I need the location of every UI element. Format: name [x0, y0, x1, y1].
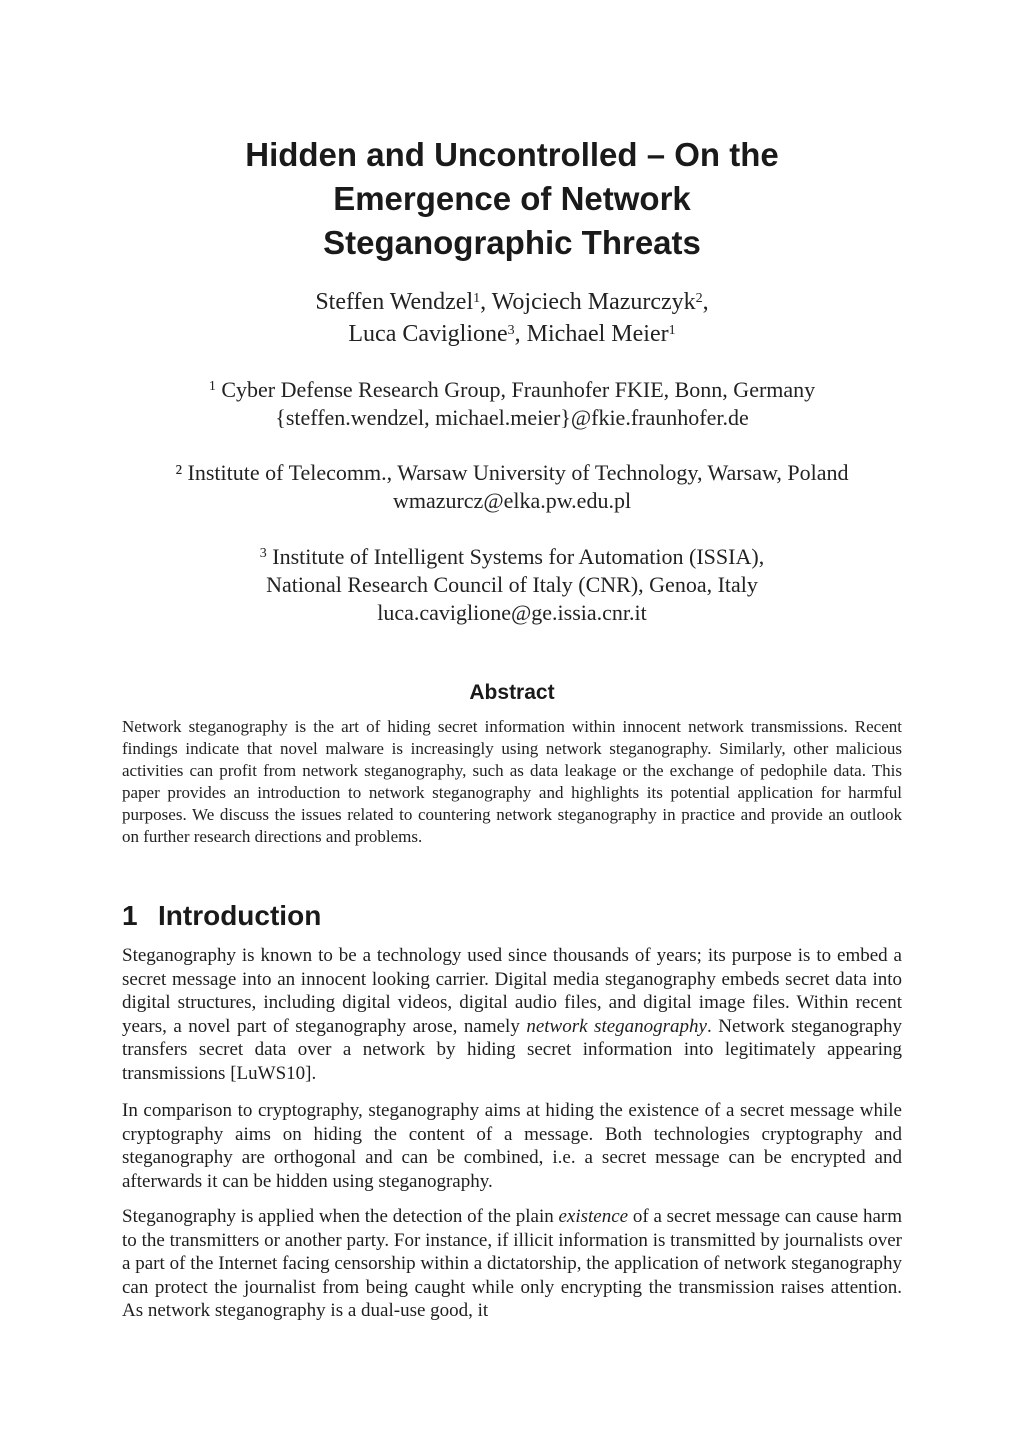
- author-affil-mark: 3: [507, 323, 515, 338]
- author-line: [122, 318, 902, 350]
- section-number: 1: [122, 900, 138, 931]
- author-name: Wojciech Mazurczyk: [491, 289, 696, 315]
- author-name: Michael Meier: [526, 321, 669, 347]
- author-name: Steffen Wendzel: [315, 289, 474, 315]
- author-name: Luca Caviglione: [348, 321, 508, 347]
- author-sep: ,: [480, 289, 492, 315]
- title-line: Hidden and Uncontrolled – On the: [245, 136, 779, 173]
- section-heading: [122, 896, 321, 936]
- section-title: Introduction: [158, 900, 322, 931]
- affiliation-line: [122, 459, 902, 487]
- affiliation-text: Institute of Telecomm., Warsaw University of Technology, Warsaw, Poland: [187, 460, 849, 485]
- affiliation-text: Institute of Intelligent Systems for Automation (ISSIA),: [272, 544, 765, 569]
- body-paragraph-2: In comparison to cryptography, steganography aims at hiding the existence of a secret message while cryptography aims on hiding the content of a message. Both technologies cryptography and steganography are orthogonal and can be combined, i.e. a secret message can be encrypted and afterwards it can be hidden using steganography.: [122, 1100, 902, 1192]
- affiliation-3: [122, 543, 902, 627]
- abstract-text: Network steganography is the art of hiding secret information within innocent network transmissions. Recent findings indicate that novel malware is increasingly using network steganography. Similarly, other malicious activities can profit from network steganography, such as data leakage or the exchange of pedophile data. This paper provides an introduction to network steganography and highlights its potential application for harmful purposes. We discuss the issues related to countering network steganography in practice and provide an outlook on further research directions and problems.: [122, 717, 902, 846]
- body-paragraph-3: [122, 1205, 902, 1323]
- paragraph-text: Steganography is known to be a technology used since thousands of years; its purpose is to embed a secret message into an innocent looking carrier. Digital media steganography embeds secret data into digital structures, including digital videos, digital audio files, and digital image files. Within recent years, a novel part of steganography arose, namely: [122, 945, 902, 1037]
- affiliation-email: {steffen.wendzel, michael.meier}@fkie.fraunhofer.de: [275, 405, 749, 430]
- affiliation-text: National Research Council of Italy (CNR), Genoa, Italy: [266, 572, 758, 597]
- affiliation-email: wmazurcz@elka.pw.edu.pl: [392, 488, 632, 513]
- affiliation-1: [122, 376, 902, 432]
- author-affil-mark: 2: [695, 291, 703, 306]
- affiliation-line: [122, 376, 902, 404]
- paragraph-text: Steganography is applied when the detection of the plain: [122, 1206, 559, 1227]
- affiliation-line: [122, 543, 902, 571]
- affiliation-mark: 3: [259, 546, 267, 561]
- affiliation-email: luca.caviglione@ge.issia.cnr.it: [377, 600, 647, 625]
- author-sep: ,: [514, 321, 527, 347]
- author-sep: ,: [702, 289, 709, 315]
- author-affil-mark: 1: [473, 291, 481, 306]
- author-affil-mark: 1: [668, 323, 676, 338]
- paragraph-emphasis: existence: [558, 1206, 629, 1227]
- title-line: Steganographic Threats: [323, 224, 701, 261]
- paper-title: [122, 133, 902, 265]
- body-paragraph-1: [122, 944, 902, 1085]
- affiliation-2: [122, 459, 902, 515]
- title-line: Emergence of Network: [333, 180, 691, 217]
- author-line: [122, 286, 902, 318]
- affiliation-mark: ²: [175, 460, 183, 485]
- paragraph-text: . Network steganography transfers secret data over a network by hiding secret information into legitimately appearing transmissions [LuWS10].: [122, 1015, 902, 1084]
- affiliation-text: Cyber Defense Research Group, Fraunhofer FKIE, Bonn, Germany: [221, 377, 816, 402]
- affiliation-mark: 1: [208, 379, 216, 394]
- paragraph-text: of a secret message can cause harm to the transmitters or another party. For instance, if illicit information is transmitted by journalists over a part of the Internet facing censorship within a dictatorship, the application of network steganography can protect the journalist from being caught while only encrypting the transmission raises attention. As network steganography is a dual-use good, it: [122, 1206, 902, 1321]
- abstract-heading: Abstract: [469, 681, 555, 704]
- paragraph-emphasis: network steganography: [526, 1015, 707, 1037]
- author-list: [122, 286, 902, 350]
